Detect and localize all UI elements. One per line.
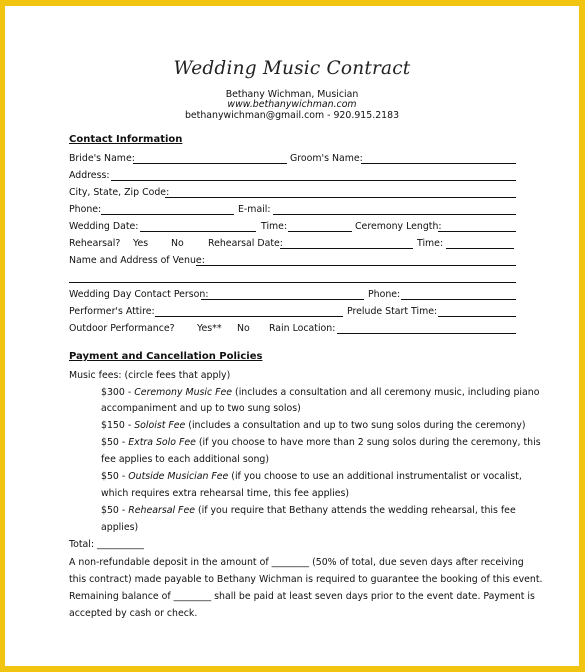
rehearsal-time-label: Time: (417, 238, 444, 249)
phone-label: Phone: (69, 204, 102, 215)
grooms-name-field[interactable] (361, 163, 516, 164)
city-field[interactable] (165, 197, 516, 198)
contact-heading: Contact Information (69, 134, 183, 145)
outdoor-yes-option[interactable]: Yes** (197, 323, 222, 334)
day-phone-field[interactable] (401, 299, 516, 300)
day-contact-field[interactable] (201, 299, 364, 300)
prelude-field[interactable] (438, 316, 516, 317)
fee-rehearsal-line-2: applies) (101, 522, 139, 533)
city-label: City, State, Zip Code: (69, 187, 170, 198)
balance-line-1: Remaining balance of ________ shall be paid at least seven days prior to the event date. Payment is (69, 591, 535, 602)
fee-ceremony-line-2: accompaniment and up to two sung solos) (101, 403, 301, 414)
outdoor-label: Outdoor Performance? (69, 323, 175, 334)
venue-field-2[interactable] (69, 282, 516, 283)
balance-line-2: accepted by cash or check. (69, 608, 198, 619)
venue-label: Name and Address of Venue: (69, 255, 205, 266)
rehearsal-label: Rehearsal? (69, 238, 121, 249)
fee-rehearsal-line[interactable]: $50 - Rehearsal Fee (if you require that Bethany attends the wedding rehearsal, this fee (101, 505, 516, 516)
attire-label: Performer's Attire: (69, 306, 155, 317)
deposit-line-1: A non-refundable deposit in the amount of ________ (50% of total, due seven days after receiving (69, 557, 524, 568)
payment-heading: Payment and Cancellation Policies (69, 351, 263, 362)
fee-outside-musician-line-2: which requires extra rehearsal time, this fee applies) (101, 488, 350, 499)
phone-field[interactable] (101, 214, 234, 215)
rain-location-label: Rain Location: (269, 323, 336, 334)
day-phone-label: Phone: (368, 289, 401, 300)
fee-extra-solo-line-2: fee applies to each additional song) (101, 454, 269, 465)
music-fees-label: Music fees: (circle fees that apply) (69, 370, 231, 381)
day-contact-label: Wedding Day Contact Person: (69, 289, 209, 300)
total-field[interactable]: Total: __________ (69, 539, 144, 550)
rehearsal-date-field[interactable] (280, 248, 413, 249)
grooms-name-label: Groom's Name: (290, 153, 363, 164)
contract-page (5, 6, 579, 666)
fee-extra-solo-line[interactable]: $50 - Extra Solo Fee (if you choose to have more than 2 sung solos during the ceremony, this (101, 437, 541, 448)
brides-name-field[interactable] (133, 163, 287, 164)
rain-location-field[interactable] (337, 333, 516, 334)
time-label: Time: (261, 221, 288, 232)
rehearsal-date-label: Rehearsal Date: (208, 238, 283, 249)
rehearsal-yes-option[interactable]: Yes (133, 238, 149, 249)
rehearsal-no-option[interactable]: No (171, 238, 184, 249)
brides-name-label: Bride's Name: (69, 153, 135, 164)
address-field[interactable] (111, 180, 516, 181)
ceremony-length-field[interactable] (438, 231, 516, 232)
venue-field-1[interactable] (196, 265, 516, 266)
fee-outside-musician-line[interactable]: $50 - Outside Musician Fee (if you choose to use an additional instrumentalist or vocalist, (101, 471, 522, 482)
attire-field[interactable] (155, 316, 343, 317)
ceremony-length-label: Ceremony Length: (355, 221, 442, 232)
email-field[interactable] (273, 214, 516, 215)
musician-name: Bethany Wichman, Musician (225, 89, 359, 100)
document-title: Wedding Music Contract (173, 58, 411, 79)
wedding-date-field[interactable] (140, 231, 256, 232)
wedding-date-label: Wedding Date: (69, 221, 139, 232)
deposit-line-2: this contract) made payable to Bethany Wichman is required to guarantee the booking of this event. (69, 574, 543, 585)
time-field[interactable] (288, 231, 352, 232)
fee-ceremony-line[interactable]: $300 - Ceremony Music Fee (includes a consultation and all ceremony music, including piano (101, 387, 540, 398)
contact-line: bethanywichman@gmail.com - 920.915.2183 (184, 110, 400, 121)
fee-soloist-line[interactable]: $150 - Soloist Fee (includes a consultation and up to two sung solos during the ceremony) (101, 420, 526, 431)
website-link[interactable]: www.bethanywichman.com (227, 99, 357, 110)
rehearsal-time-field[interactable] (446, 248, 514, 249)
prelude-label: Prelude Start Time: (347, 306, 438, 317)
outdoor-no-option[interactable]: No (237, 323, 250, 334)
address-label: Address: (69, 170, 110, 181)
email-label: E-mail: (238, 204, 271, 215)
